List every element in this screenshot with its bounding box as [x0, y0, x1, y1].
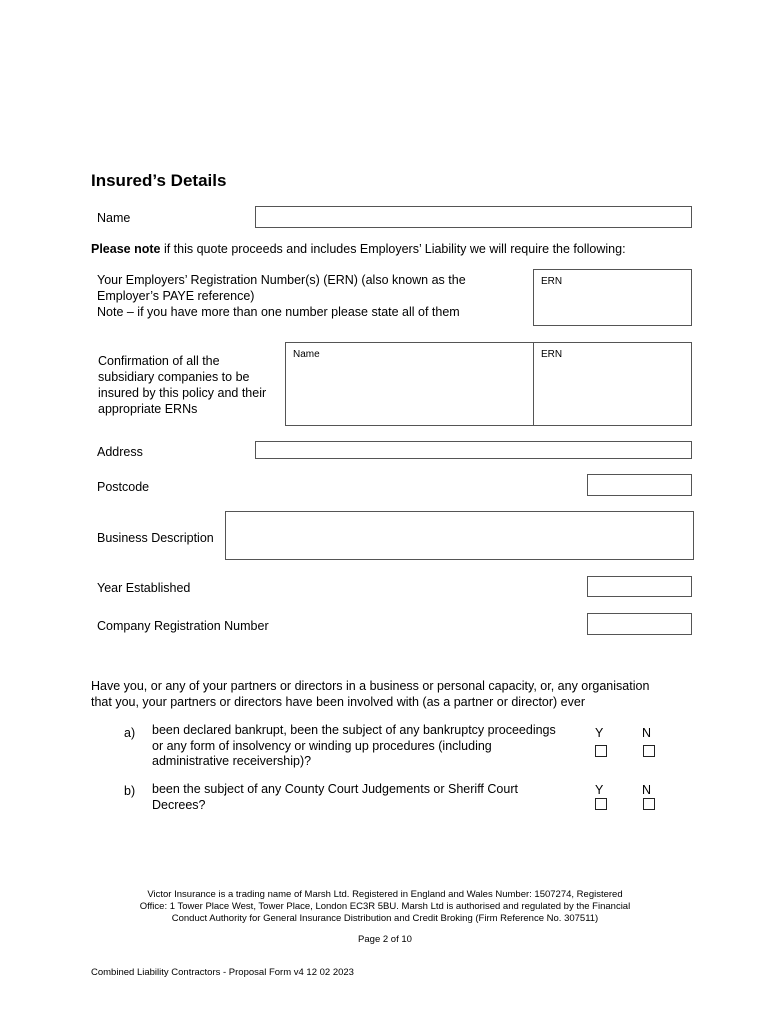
question-b-no-label: N: [642, 783, 652, 797]
question-a-no-checkbox[interactable]: [643, 745, 655, 757]
address-input[interactable]: [255, 441, 692, 459]
subsidiary-ern-label: ERN: [541, 349, 563, 360]
question-b-no-checkbox[interactable]: [643, 798, 655, 810]
question-line-2: that you, your partners or directors have been involved with (as a partner or director) ever: [91, 695, 585, 709]
ern-line-1: Your Employers’ Registration Number(s) (ERN) (also known as the: [97, 273, 466, 287]
footer-line-2: Office: 1 Tower Place West, Tower Place, London EC3R 5BU. Marsh Ltd is authorised and regulated by the Financial: [139, 901, 631, 912]
subsidiary-name-label: Name: [293, 349, 320, 360]
page-number: Page 2 of 10: [358, 934, 412, 945]
question-a-line-3: administrative receivership)?: [152, 754, 312, 768]
year-established-label: Year Established: [97, 581, 191, 595]
please-note-bold: Please note: [91, 242, 161, 256]
question-a-no-label: N: [642, 726, 652, 740]
address-label: Address: [97, 445, 143, 459]
please-note: [91, 241, 626, 257]
subsidiary-ern-input[interactable]: [533, 342, 692, 426]
question-b-yes-checkbox[interactable]: [595, 798, 607, 810]
question-b-yes-label: Y: [595, 783, 604, 797]
question-b-line-2: Decrees?: [152, 798, 206, 812]
ern-line-3: Note – if you have more than one number please state all of them: [97, 305, 460, 319]
footer-line-3: Conduct Authority for General Insurance Distribution and Credit Broking (Firm Reference No. 307511): [171, 913, 599, 924]
footer-line-1: Victor Insurance is a trading name of Marsh Ltd. Registered in England and Wales Number: 1507274, Registered: [147, 889, 623, 900]
question-b-marker: b): [124, 784, 136, 798]
ern-line-2: Employer’s PAYE reference): [97, 289, 255, 303]
question-a-yes-checkbox[interactable]: [595, 745, 607, 757]
subsidiary-line-2: subsidiary companies to be: [98, 370, 250, 384]
ern-input[interactable]: [533, 269, 692, 326]
name-label: Name: [97, 211, 131, 225]
company-registration-input[interactable]: [587, 613, 692, 635]
question-line-1: Have you, or any of your partners or directors in a business or personal capacity, or, any organisation: [91, 679, 650, 693]
please-note-text: if this quote proceeds and includes Employers’ Liability we will require the following:: [160, 242, 626, 256]
ern-box-label: ERN: [541, 276, 563, 287]
subsidiary-line-1: Confirmation of all the: [98, 354, 220, 368]
year-established-input[interactable]: [587, 576, 692, 597]
question-a-line-2: or any form of insolvency or winding up procedures (including: [152, 739, 492, 753]
subsidiary-line-4: appropriate ERNs: [98, 402, 198, 416]
section-title: Insured’s Details: [91, 171, 227, 190]
question-a-marker: a): [124, 726, 136, 740]
company-registration-label: Company Registration Number: [97, 619, 269, 633]
business-description-label: Business Description: [97, 531, 214, 545]
postcode-input[interactable]: [587, 474, 692, 496]
subsidiary-name-input[interactable]: [285, 342, 534, 426]
business-description-input[interactable]: [225, 511, 694, 560]
name-input[interactable]: [255, 206, 692, 228]
question-b-line-1: been the subject of any County Court Judgements or Sheriff Court: [152, 782, 518, 796]
question-a-yes-label: Y: [595, 726, 604, 740]
postcode-label: Postcode: [97, 480, 150, 494]
subsidiary-line-3: insured by this policy and their: [98, 386, 267, 400]
document-reference: Combined Liability Contractors - Proposal Form v4 12 02 2023: [91, 967, 354, 978]
question-a-line-1: been declared bankrupt, been the subject of any bankruptcy proceedings: [152, 723, 556, 737]
